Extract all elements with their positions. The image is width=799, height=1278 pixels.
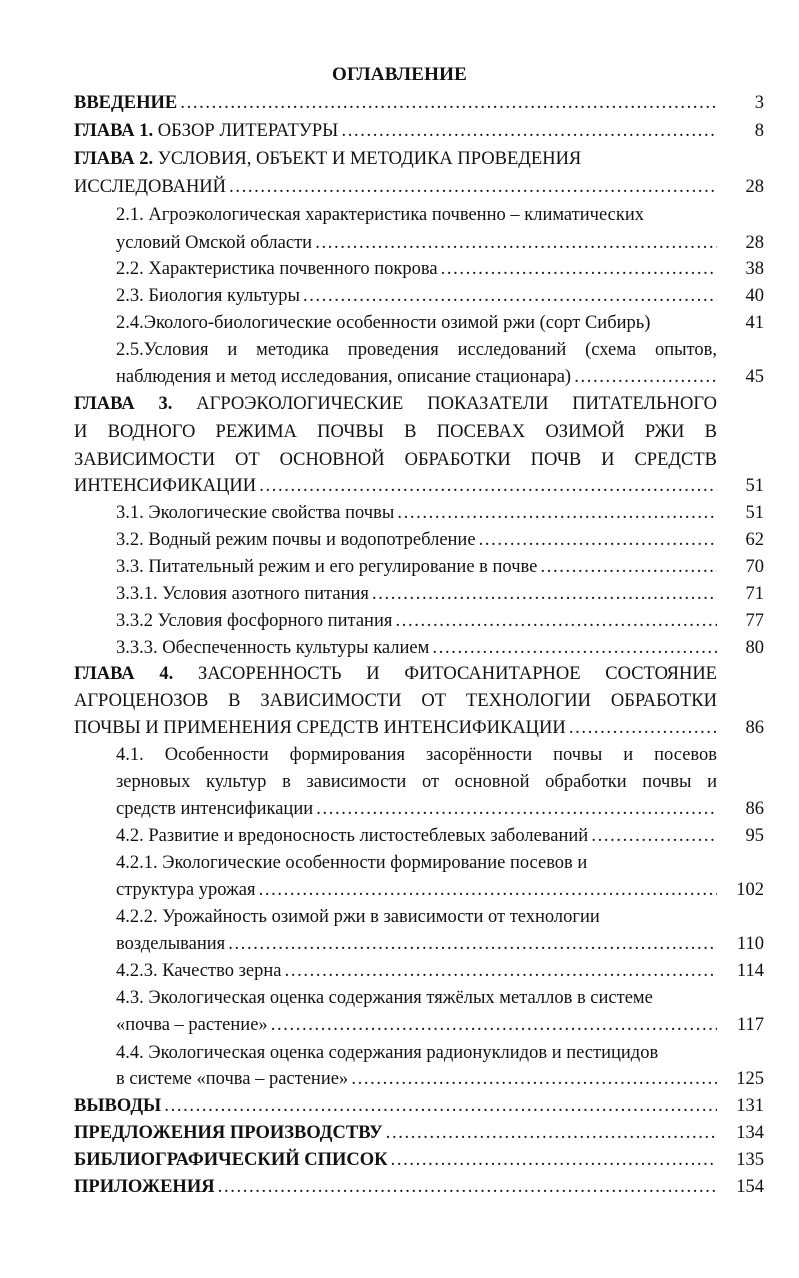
toc-entry-label: УСЛОВИЯ, ОБЪЕКТ И МЕТОДИКА ПРОВЕДЕНИЯ (153, 149, 582, 169)
toc-entry-label: И ВОДНОГО РЕЖИМА ПОЧВЫ В ПОСЕВАХ ОЗИМОЙ РЖИ В (74, 422, 717, 442)
toc-entry-4-3-cont (116, 1012, 717, 1038)
toc-entry-label: ИНТЕНСИФИКАЦИИ (74, 476, 257, 496)
toc-entry-4-4-cont (116, 1066, 717, 1092)
toc-entry-label: средств интенсификации (116, 799, 314, 819)
toc-entry-label: 4.4. Экологическая оценка содержания радионуклидов и пестицидов (116, 1043, 659, 1063)
toc-entry-label: ЗАСОРЕННОСТЬ И ФИТОСАНИТАРНОЕ СОСТОЯНИЕ (173, 664, 717, 684)
page-number: 28 (745, 177, 764, 197)
chapter-number: ГЛАВА 2. (74, 149, 154, 169)
toc-entry-2-2 (116, 256, 717, 282)
toc-entry-4-1 (116, 742, 717, 768)
page-number: 110 (736, 934, 764, 954)
page-number: 135 (736, 1150, 764, 1170)
toc-entry-label: 2.1. Агроэкологическая характеристика почвенно – климатических (116, 205, 644, 225)
toc-entry-label: 4.2.3. Качество зерна (116, 961, 282, 981)
toc-entry-label: условий Омской области (116, 233, 313, 253)
toc-entry-label: ВЫВОДЫ (74, 1096, 162, 1116)
toc-entry-4-3 (116, 985, 717, 1011)
toc-entry-label: ОБЗОР ЛИТЕРАТУРЫ (153, 121, 339, 141)
page-number: 28 (745, 233, 764, 253)
toc-entry-chapter-3 (74, 391, 717, 417)
chapter-number: ГЛАВА 4. (74, 664, 174, 684)
toc-entry-label: АГРОЭКОЛОГИЧЕСКИЕ ПОКАЗАТЕЛИ ПИТАТЕЛЬНОГО (172, 394, 717, 414)
toc-entry-label: «почва – растение» (116, 1015, 268, 1035)
toc-entry-3-3-3 (116, 635, 717, 661)
toc-entry-chapter-4-cont (74, 715, 717, 741)
toc-entry-chapter-3-cont (74, 447, 717, 473)
toc-entry-4-2-1-cont (116, 877, 717, 903)
toc-entry-label: в системе «почва – растение» (116, 1069, 349, 1089)
toc-entry-label: 2.5.Условия и методика проведения исследований (схема опытов, (116, 340, 717, 360)
page-number: 114 (736, 961, 764, 981)
page-number: 131 (736, 1096, 764, 1116)
toc-entry-4-2-2-cont (116, 931, 717, 957)
toc-entry-chapter-3-cont (74, 473, 717, 499)
toc-entry-2-5-cont (116, 364, 717, 390)
toc-entry-4-2-3 (116, 958, 717, 984)
toc-entry-label: ИССЛЕДОВАНИЙ (74, 177, 227, 197)
toc-entry-bibliography (74, 1147, 717, 1173)
toc-entry-proposals (74, 1120, 717, 1146)
chapter-number: ГЛАВА 1. (74, 121, 154, 141)
toc-entry-label: зерновых культур в зависимости от основной обработки почвы и (116, 772, 717, 792)
toc-entry-4-1-cont (116, 796, 717, 822)
toc-entry-chapter-1 (74, 118, 717, 144)
toc-entry-label: 3.1. Экологические свойства почвы (116, 503, 395, 523)
page-number: 8 (754, 121, 764, 141)
toc-entry-label: 2.3. Биология культуры (116, 286, 300, 306)
toc-entry-4-2 (116, 823, 717, 849)
toc-entry-label: 4.2. Развитие и вредоносность листостеблевых заболеваний (116, 826, 589, 846)
toc-entry-label: 3.3.1. Условия азотного питания (116, 584, 369, 604)
page-number: 70 (745, 557, 764, 577)
toc-entry-label: 4.2.2. Урожайность озимой ржи в зависимости от технологии (116, 907, 600, 927)
toc-entry-2-3 (116, 283, 717, 309)
toc-entry-conclusions (74, 1093, 717, 1119)
toc-entry-chapter-3-cont (74, 419, 717, 445)
page-number: 102 (736, 880, 764, 900)
toc-entry-4-2-1 (116, 850, 717, 876)
toc-entry-label: АГРОЦЕНОЗОВ В ЗАВИСИМОСТИ ОТ ТЕХНОЛОГИИ ОБРАБОТКИ (74, 691, 717, 711)
toc-entry-3-3 (116, 554, 717, 580)
toc-entry-label: ПРИЛОЖЕНИЯ (74, 1177, 215, 1197)
toc-entry-label: 2.4.Эколого-биологические особенности озимой ржи (сорт Сибирь) (116, 313, 651, 333)
toc-entry-3-3-2 (116, 608, 717, 634)
toc-entry-3-3-1 (116, 581, 717, 607)
toc-entry-4-4 (116, 1040, 717, 1066)
page-number: 38 (745, 259, 764, 279)
page-number: 86 (745, 799, 764, 819)
toc-entry-label: структура урожая (116, 880, 256, 900)
toc-entry-chapter-2-cont (74, 174, 717, 200)
page-number: 40 (745, 286, 764, 306)
page-number: 77 (745, 611, 764, 631)
page-number: 125 (736, 1069, 764, 1089)
toc-entry-label: 2.2. Характеристика почвенного покрова (116, 259, 438, 279)
toc-entry-label: 3.3. Питательный режим и его регулирование в почве (116, 557, 538, 577)
toc-entry-label: 4.1. Особенности формирования засорённости почвы и посевов (116, 745, 717, 765)
page-number: 154 (736, 1177, 764, 1197)
toc-entry-label: БИБЛИОГРАФИЧЕСКИЙ СПИСОК (74, 1150, 388, 1170)
toc-entry-intro (74, 90, 717, 116)
toc-entry-label: ПРЕДЛОЖЕНИЯ ПРОИЗВОДСТВУ (74, 1123, 383, 1143)
toc-entry-chapter-4 (74, 661, 717, 687)
page-title: ОГЛАВЛЕНИЕ (332, 64, 467, 85)
toc-entry-2-4 (116, 310, 717, 336)
toc-entry-2-5 (116, 337, 717, 363)
chapter-number: ГЛАВА 3. (74, 394, 173, 414)
page-number: 45 (745, 367, 764, 387)
toc-entry-4-1-cont (116, 769, 717, 795)
toc-entry-2-1-cont (116, 230, 717, 256)
page-number: 41 (745, 313, 764, 333)
toc-entry-label: ЗАВИСИМОСТИ ОТ ОСНОВНОЙ ОБРАБОТКИ ПОЧВ И СРЕДСТВ (74, 450, 717, 470)
page-number: 62 (745, 530, 764, 550)
page-number: 51 (745, 476, 764, 496)
page-number: 51 (745, 503, 764, 523)
toc-entry-label: ВВЕДЕНИЕ (74, 93, 178, 113)
toc-entry-3-2 (116, 527, 717, 553)
page-number: 117 (736, 1015, 764, 1035)
toc-entry-label: 3.2. Водный режим почвы и водопотребление (116, 530, 476, 550)
toc-entry-4-2-2 (116, 904, 717, 930)
page-number: 3 (754, 93, 764, 113)
toc-entry-label: ПОЧВЫ И ПРИМЕНЕНИЯ СРЕДСТВ ИНТЕНСИФИКАЦИИ (74, 718, 566, 738)
toc-entry-label: наблюдения и метод исследования, описание стационара) (116, 367, 572, 387)
page-number: 134 (736, 1123, 764, 1143)
toc-entry-appendices (74, 1174, 717, 1200)
page-number: 86 (745, 718, 764, 738)
page-number: 80 (745, 638, 764, 658)
toc-entry-2-1 (116, 202, 717, 228)
page-number: 71 (745, 584, 764, 604)
toc-entry-label: 3.3.2 Условия фосфорного питания (116, 611, 393, 631)
toc-entry-3-1 (116, 500, 717, 526)
toc-entry-label: 4.3. Экологическая оценка содержания тяжёлых металлов в системе (116, 988, 653, 1008)
page-number: 95 (745, 826, 764, 846)
toc-entry-chapter-2 (74, 146, 717, 172)
toc-entry-label: возделывания (116, 934, 226, 954)
toc-entry-chapter-4-cont (74, 688, 717, 714)
toc-entry-label: 3.3.3. Обеспеченность культуры калием (116, 638, 430, 658)
toc-entry-label: 4.2.1. Экологические особенности формирование посевов и (116, 853, 588, 873)
